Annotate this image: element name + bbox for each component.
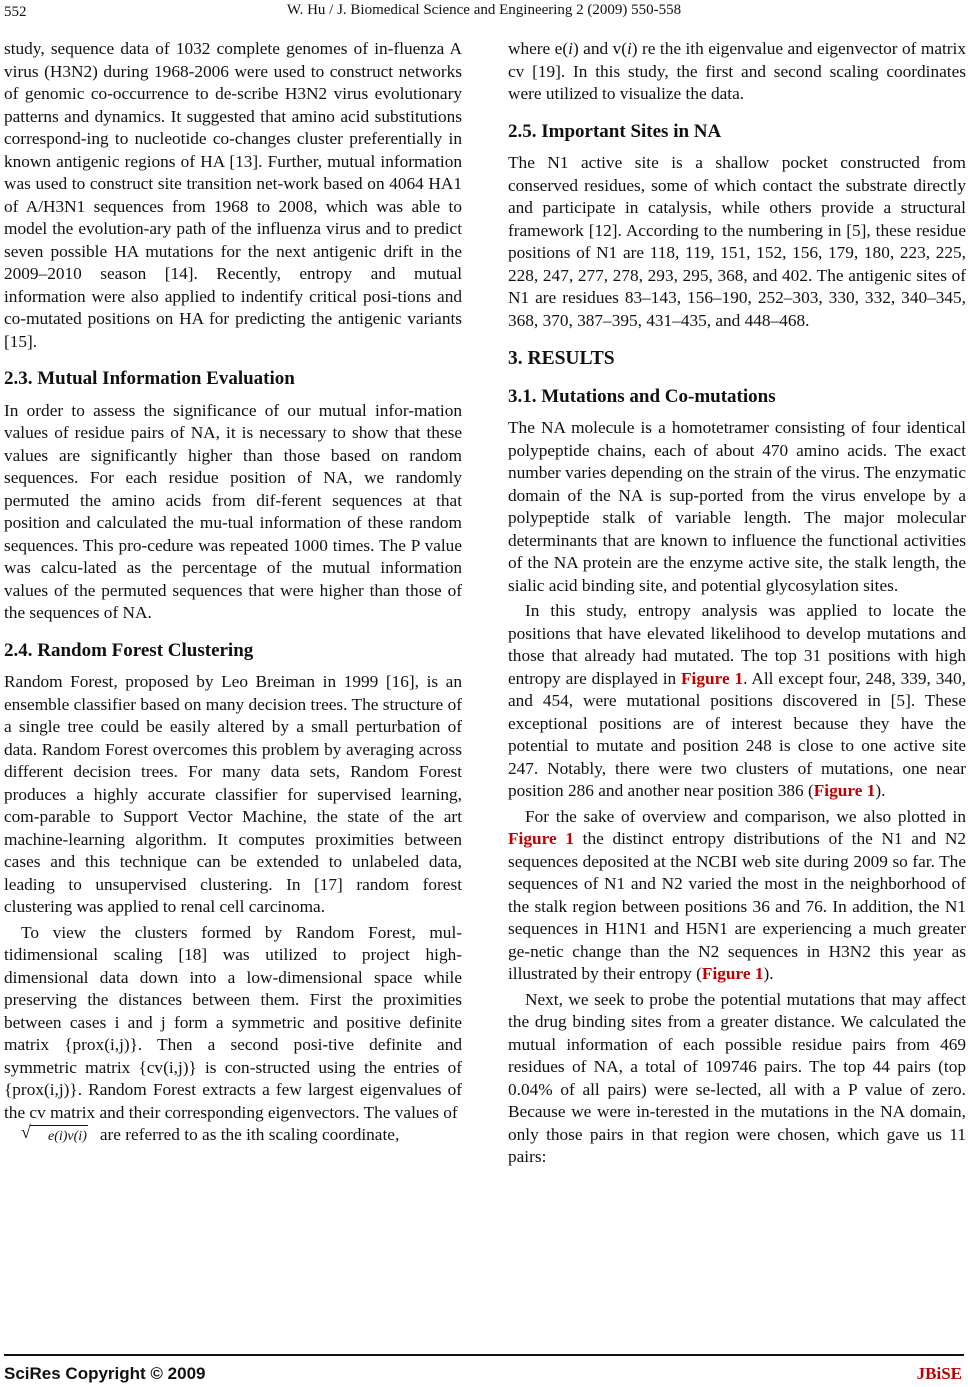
section-heading-3-1: 3.1. Mutations and Co-mutations	[508, 385, 776, 407]
text-run: . All except four, 248, 339, 340, and 454, were mutational positions discovered in [5]. These exceptional positions are of interest because they have the potential to mutate and position 248 is close to one active site 247. Notably, there were two clusters of mutations, one near position 286 and another near position 386 (	[508, 668, 966, 800]
text-run: the distinct entropy distributions of the N1 and N2 sequences deposited at the NCBI web site during 2009 so far. The sequences of N1 and N2 varied the most in the neighborhood of the stalk region between positions 36 and 76. In addition, the N1 sequences in H1N1 and H5N1 are experiencing a much greater ge-netic change than the N2 sequences in H3N2 this year as illustrated by their entropy (	[508, 829, 966, 983]
paragraph: study, sequence data of 1032 complete genomes of in-fluenza A virus (H3N2) during 1968-2006 were used to construct networks of genomic co-occurrence to de-scribe H3N2 virus evolutionary patterns and dynamics. It suggested that amino acid substitutions correspond-ing to nucleotide co-changes cluster preferentially in known antigenic regions of HA [13]. Further, mutual information was used to construct site transition net-work based on 4064 HA1 of A/H3N1 sequences from 1968 to 2008, which was able to model the evolution-ary path of the influenza virus and to predict seven possible HA mutations for the next antigenic drift in the 2009–2010 season [14]. Recently, entropy and mutual information were also applied to indentify critical posi-tions and co-mutated positions on HA for predicting the antigenic variants [15].	[4, 39, 462, 351]
right-column	[508, 38, 966, 1169]
formula-text: e(i)v(i)	[30, 1125, 88, 1149]
journal-abbreviation: JBiSE	[916, 1364, 962, 1383]
text-run: where e(	[508, 39, 569, 58]
paragraph-text: To view the clusters formed by Random Forest, mul-tidimensional scaling [18] was utilized to project high-dimensional data down into a low-dimensional space while preserving the distances between them. First the proximities between cases i and j form a symmetric and positive definite matrix {prox(i,j)}. Then a second posi-tive definite and symmetric matrix {cv(i,j)} is con-structed using the entries of {prox(i,j)}. Random Forest extracts a few largest eigenvalues of the cv matrix and their corresponding eigenvectors. The values of	[4, 922, 462, 1122]
sqrt-formula: √ e(i)v(i)	[4, 1124, 88, 1149]
text-run: ) re the ith eigenvalue and eigenvector of matrix cv [19]. In this study, the first and second scaling coordinates were utilized to visualize the data.	[508, 39, 966, 103]
paragraph: The NA molecule is a homotetramer consisting of four identical polypeptide chains, each of about 470 amino acids. The exact number varies depending on the strain of the virus. The enzymatic domain of the NA is sup-ported from the virus envelope by a polypeptide stalk of variable length. The major molecular determinants that are known to influence the functional activities of the NA protein are the enzyme active site, the stalk length, the sialic acid binding site, and potential glycosylation sites.	[508, 418, 966, 595]
text-run: In this study, entropy analysis was applied to locate the positions that have elevated likelihood to develop mutations and those that already had mutated. The top 31 positions with high entropy are displayed in	[508, 601, 966, 688]
figure-1-link[interactable]: Figure 1	[508, 829, 574, 848]
text-run: ).	[763, 964, 774, 983]
page-footer	[0, 1354, 968, 1384]
paragraph: In order to assess the significance of our mutual infor-mation values of residue pairs of NA, it is necessary to show that these values are significantly higher than those based on random sequences. For each residue position of NA, we randomly permuted the amino acids from dif-ferent sequences at that position and calculated the mu-tual information of these random sequences. This pro-cedure was repeated 1000 times. The P value was calcu-lated as the percentage of the mutual information values of the permuted sequences that were higher than those of the sequences of NA.	[4, 400, 462, 622]
paragraph	[508, 600, 966, 803]
figure-1-link[interactable]: Figure 1	[813, 781, 876, 800]
copyright-notice: SciRes Copyright © 2009	[4, 1364, 206, 1383]
section-heading-2-4: 2.4. Random Forest Clustering	[4, 639, 254, 661]
text-run: ).	[875, 781, 886, 800]
paragraph: Random Forest, proposed by Leo Breiman in 1999 [16], is an ensemble classifier based on many decision trees. The structure of a single tree could be easily altered by a small perturbation of data. Random Forest overcomes this problem by averaging across different decision trees. For many data sets, Random Forest produces a highly accurate classifier for supervised learning, com-parable to Support Vector Machine, the state of the art machine-learning algorithm. It computes proximities between cases and this technique can be extended to unlabeled data, leading to unsupervised clustering. In [17] random forest clustering was applied to renal cell carcinoma.	[4, 672, 462, 916]
paragraph: Next, we seek to probe the potential mutations that may affect the drug binding sites from a greater distance. We calculated the mutual information of each possible residue pairs from 469 residues of NA, a total of 109746 pairs. The top 44 pairs (top 0.04% of all pairs) were se-lected, all with a P value of zero. Because we were in-terested in the mutations in the NA domain, only those pairs in that region were chosen, which gave us 11 pairs:	[508, 989, 966, 1166]
running-title: W. Hu / J. Biomedical Science and Engineering 2 (2009) 550-558	[286, 2, 682, 18]
text-run: ) and v(	[572, 39, 627, 58]
text-run: For the sake of overview and comparison, we also plotted in	[525, 806, 966, 826]
paragraph: The N1 active site is a shallow pocket constructed from conserved residues, some of which contact the substrate directly and participate in catalysis, while others provide a structural framework [12]. According to the numbering in [5], these residue positions of N1 are 118, 119, 151, 152, 156, 179, 180, 223, 225, 228, 247, 277, 278, 293, 295, 368, and 402. The antigenic sites of N1 are residues 83–143, 156–190, 252–303, 330, 332, 340–345, 368, 370, 387–395, 431–435, and 448–468.	[508, 153, 966, 330]
left-column	[4, 38, 462, 1149]
figure-1-link[interactable]: Figure 1	[681, 668, 744, 688]
paragraph-text: are referred to as the ith scaling coordinate,	[99, 1125, 400, 1144]
italic-var: i	[568, 39, 573, 58]
paragraph	[508, 38, 966, 106]
italic-var: i	[626, 39, 632, 58]
footer-rule	[4, 1354, 964, 1356]
figure-1-link[interactable]: Figure 1	[701, 964, 764, 983]
section-heading-2-3: 2.3. Mutual Information Evaluation	[4, 368, 295, 389]
page-number: 552	[4, 4, 27, 20]
paragraph	[4, 922, 462, 1149]
section-heading-2-5: 2.5. Important Sites in NA	[508, 120, 722, 142]
page-header	[0, 2, 968, 24]
section-heading-results: 3. RESULTS	[508, 348, 615, 369]
paragraph	[508, 806, 966, 986]
